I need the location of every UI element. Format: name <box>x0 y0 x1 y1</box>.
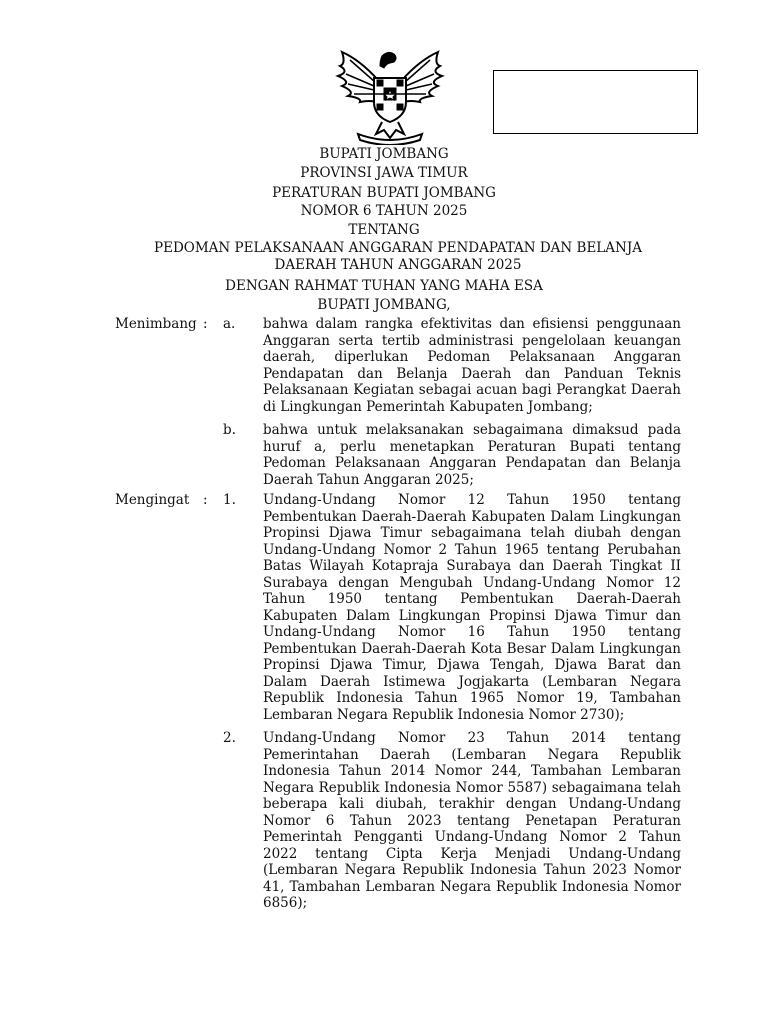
item-marker: 2. <box>223 730 236 746</box>
item-text: Undang-Undang Nomor 23 Tahun 2014 tentang Pemerintahan Daerah (Lembaran Negara Republik Indonesia Tahun 2014 Nomor 244, Tambahan Lembaran Negara Republik Indonesia Nomor 5587) sebagaimana telah beberapa kali diubah, terakhir dengan Undang-Undang Nomor 6 Tahun 2023 tentang Penetapan Peraturan Pemerintah Pengganti Undang-Undang Nomor 2 Tahun 2022 tentang Cipta Kerja Menjadi Undang-Undang (Lembaran Negara Republik Indonesia Tahun 2023 Nomor 41, Tambahan Lembaran Negara Republik Indonesia Nomor 6856); <box>263 730 681 911</box>
menimbang-label: Menimbang <box>115 316 197 332</box>
about-label: TENTANG <box>348 222 420 238</box>
issuer-title: BUPATI JOMBANG <box>319 146 449 162</box>
item-marker: a. <box>223 316 236 332</box>
item-text: bahwa dalam rangka efektivitas dan efisiensi penggunaan Anggaran serta tertib administrasi pengelolaan keuangan daerah, diperlukan Pedoman Pelaksanaan Anggaran Pendapatan dan Belanja Daerah dan Panduan Teknis Pelaksanaan Kegiatan sebagai acuan bagi Perangkat Daerah di Lingkungan Pemerintah Kabupaten Jombang; <box>263 316 681 415</box>
regulation-title: PERATURAN BUPATI JOMBANG <box>272 185 496 201</box>
preamble: DENGAN RAHMAT TUHAN YANG MAHA ESA <box>225 278 543 294</box>
mengingat-label: Mengingat <box>115 492 190 508</box>
mengingat-item <box>115 492 685 723</box>
item-marker: b. <box>223 422 236 438</box>
section-colon: : <box>203 316 208 332</box>
authority-line: BUPATI JOMBANG, <box>317 297 451 313</box>
mengingat-item <box>115 730 685 912</box>
menimbang-item <box>115 316 685 415</box>
section-colon: : <box>203 492 208 508</box>
menimbang-section <box>115 316 685 495</box>
province-title: PROVINSI JAWA TIMUR <box>300 165 468 181</box>
garuda-emblem <box>330 50 450 145</box>
menimbang-item <box>115 422 685 488</box>
blank-stamp-box <box>493 70 698 134</box>
mengingat-section <box>115 492 685 919</box>
item-text: Undang-Undang Nomor 12 Tahun 1950 tentang Pembentukan Daerah-Daerah Kabupaten Dalam Lingkungan Propinsi Djawa Timur sebagaimana telah diubah dengan Undang-Undang Nomor 2 Tahun 1965 tentang Perubahan Batas Wilayah Kotapraja Surabaya dan Daerah Tingkat II Surabaya dengan Mengubah Undang-Undang Nomor 12 Tahun 1950 tentang Pembentukan Daerah-Daerah Kabupaten Dalam Lingkungan Propinsi Djawa Timur dan Undang-Undang Nomor 16 Tahun 1950 tentang Pembentukan Daerah-Daerah Kota Besar Dalam Lingkungan Propinsi Djawa Timur, Djawa Tengah, Djawa Barat dan Dalam Daerah Istimewa Jogjakarta (Lembaran Negara Republik Indonesia Tahun 1965 Nomor 19, Tambahan Lembaran Negara Republik Indonesia Nomor 2730); <box>263 492 681 723</box>
regulation-number: NOMOR 6 TAHUN 2025 <box>300 203 468 219</box>
item-marker: 1. <box>223 492 236 508</box>
item-text: bahwa untuk melaksanakan sebagaimana dimaksud pada huruf a, perlu menetapkan Peraturan Bupati tentang Pedoman Pelaksanaan Anggaran Pendapatan dan Belanja Daerah Tahun Anggaran 2025; <box>263 422 681 488</box>
regulation-subject: PEDOMAN PELAKSANAAN ANGGARAN PENDAPATAN DAN BELANJA DAERAH TAHUN ANGGARAN 2025 <box>154 240 642 273</box>
